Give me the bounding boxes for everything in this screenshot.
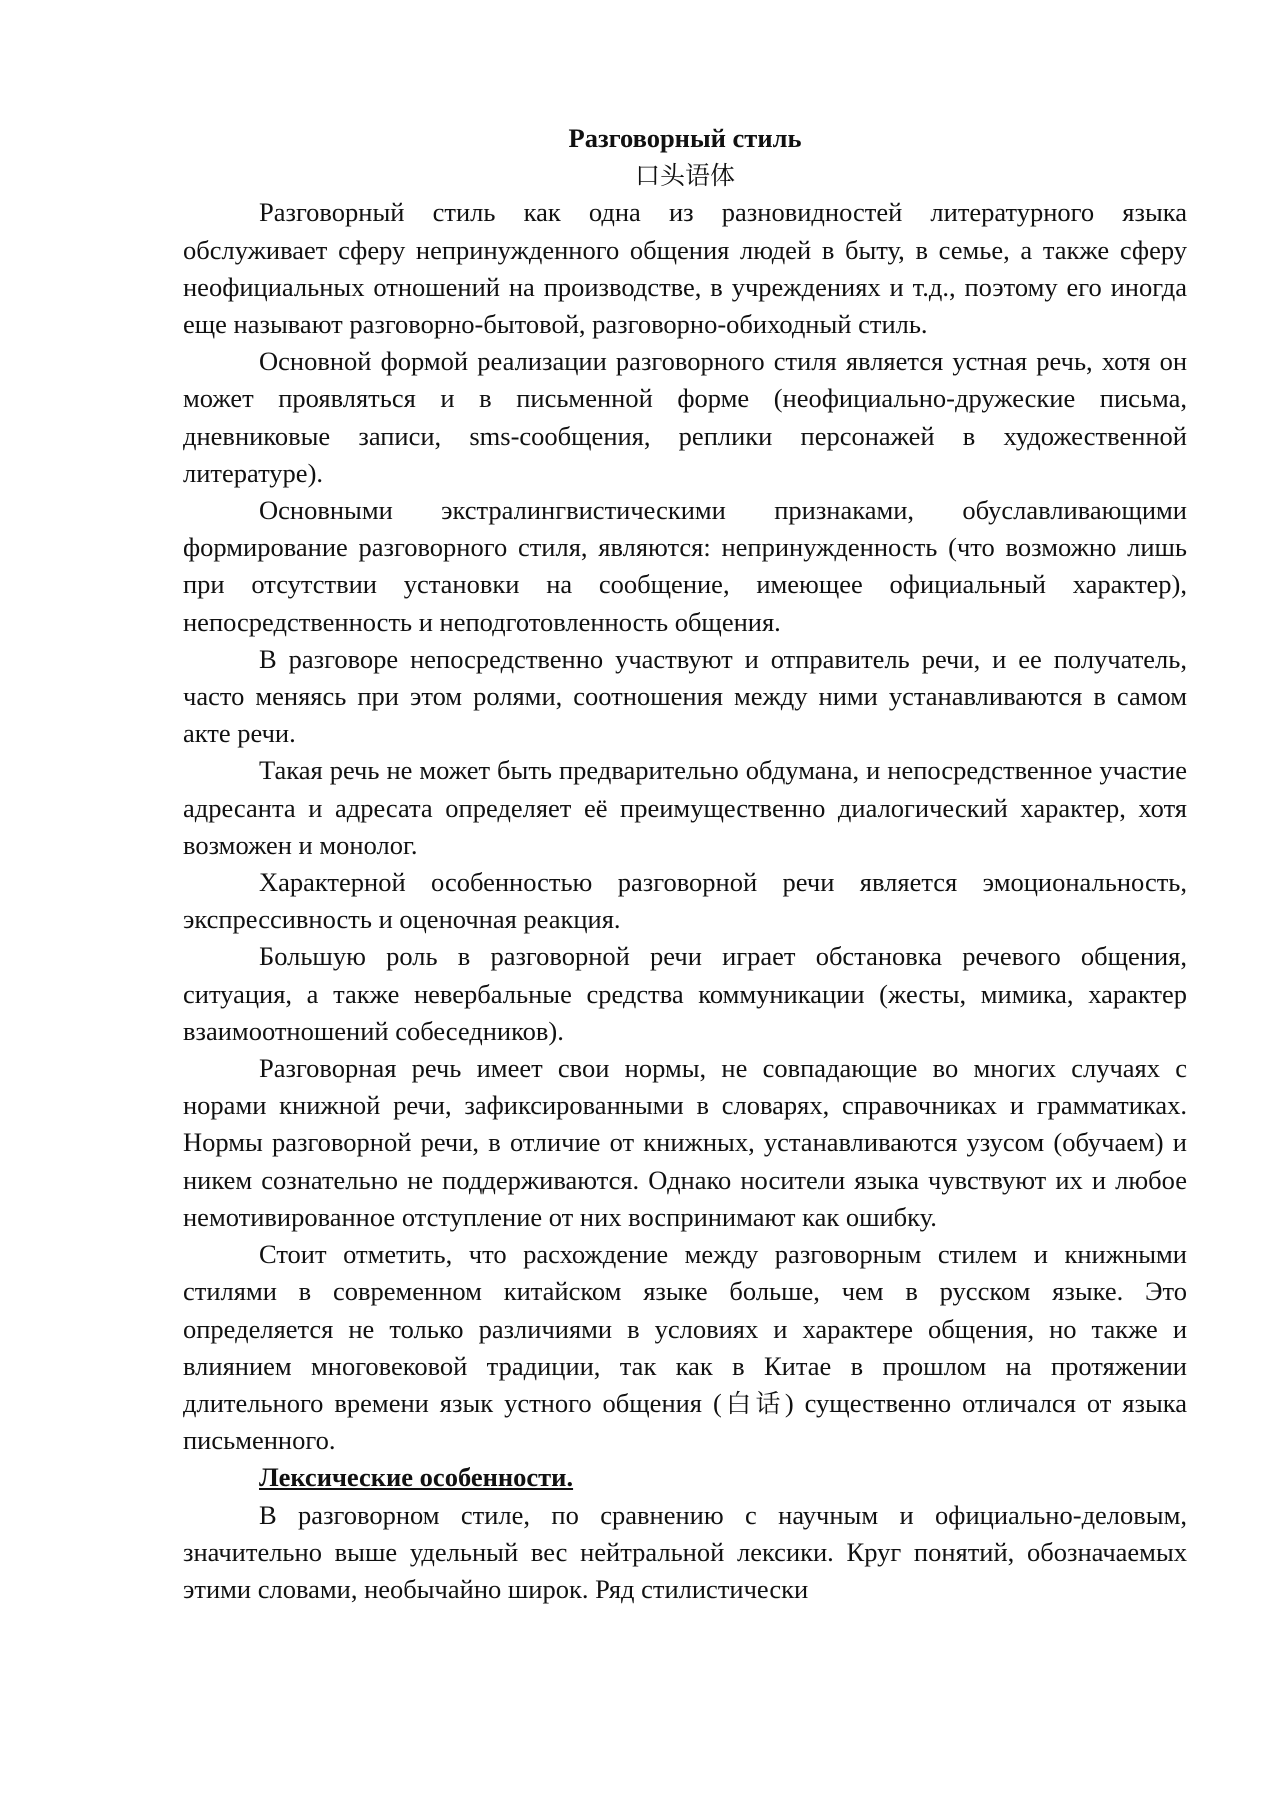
- paragraph-china-comparison: [183, 1236, 1187, 1459]
- paragraph: Характерной особенностью разговорной речи является эмоциональность, экспрессивность и оценочная реакция.: [183, 867, 1187, 935]
- paragraph: Основной формой реализации разговорного стиля является устная речь, хотя он может проявляться и в письменной форме (неофициально-дружеские письма, дневниковые записи, sms-сообщения, реплики персонажей в художественной литературе).: [183, 346, 1187, 488]
- paragraph: Большую роль в разговорной речи играет обстановка речевого общения, ситуация, а также невербальные средства коммуникации (жесты, мимика, характер взаимоотношений собеседников).: [183, 941, 1187, 1046]
- paragraph: Основными экстралингвистическими признаками, обуславливающими формирование разговорного стиля, являются: непринужденность (что возможно лишь при отсутствии установки на сообщение, имеющее официальный характер), непосредственность и неподготовленность общения.: [183, 495, 1187, 637]
- cjk-term: 白话: [721, 1388, 785, 1418]
- paragraph: Разговорный стиль как одна из разновидностей литературного языка обслуживает сферу непринужденного общения людей в быту, в семье, а также сферу неофициальных отношений на производстве, в учреждениях и т.д., поэтому его иногда еще называют разговорно-бытовой, разговорно-обиходный стиль.: [183, 197, 1187, 340]
- document-subtitle: 口头语体: [634, 161, 735, 191]
- paragraph: В разговоре непосредственно участвуют и отправитель речи, и ее получатель, часто меняясь при этом ролями, соотношения между ними устанавливаются в самом акте речи.: [183, 643, 1187, 749]
- document-title: Разговорный стиль: [568, 123, 802, 153]
- paragraph: Разговорная речь имеет свои нормы, не совпадающие во многих случаях с норами книжной речи, зафиксированными в словарях, справочниках и грамматиках. Нормы разговорной речи, в отличие от книжных, устанавливаются узусом (обучаем) и никем сознательно не поддерживаются. Однако носители языка чувствуют их и любое немотивированное отступление от них воспринимают как ошибку.: [183, 1053, 1187, 1232]
- paragraph-text: Стоит отметить, что расхождение между разговорным стилем и книжными стилями в современном китайском языке больше, чем в русском языке. Это определяется не только различиями в условиях и характере общения, но также и влиянием многовековой традиции, так как в Китае в прошлом на протяжении длительного времени язык устного общения (: [183, 1239, 1187, 1418]
- paragraph: В разговорном стиле, по сравнению с научным и официально-деловым, значительно выше удельный вес нейтральной лексики. Круг понятий, обозначаемых этими словами, необычайно широк. Ряд стилистически: [183, 1499, 1187, 1604]
- document-body: [183, 120, 1187, 1608]
- paragraph-text: ) существенно отличался от языка письменного.: [183, 1387, 1187, 1456]
- section-heading: Лексические особенности.: [259, 1462, 574, 1493]
- paragraph: Такая речь не может быть предварительно обдумана, и непосредственное участие адресанта и адресата определяет её преимущественно диалогический характер, хотя возможен и монолог.: [183, 755, 1187, 860]
